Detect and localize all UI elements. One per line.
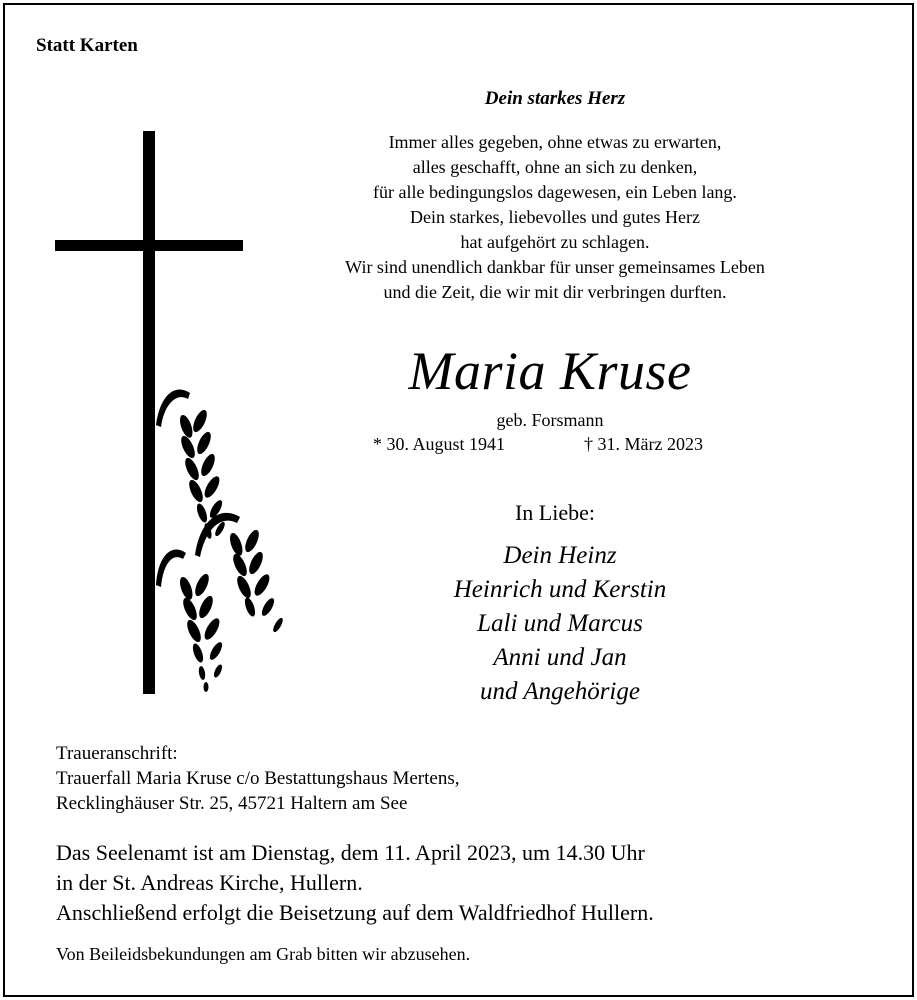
poem-title: Dein starkes Herz	[484, 88, 626, 109]
poem-line: und die Zeit, die wir mit dir verbringen durften.	[383, 282, 727, 302]
poem-line: Immer alles gegeben, ohne etwas zu erwarten,	[388, 132, 722, 152]
poem-line: Wir sind unendlich dankbar für unser gemeinsames Leben	[345, 257, 765, 277]
service-line: Das Seelenamt ist am Dienstag, dem 11. April 2023, um 14.30 Uhr	[56, 840, 645, 865]
service-line: Anschließend erfolgt die Beisetzung auf dem Waldfriedhof Hullern.	[56, 900, 654, 925]
mourner-name: und Angehörige	[480, 678, 640, 705]
address-line: Trauerfall Maria Kruse c/o Bestattungshaus Mertens,	[56, 768, 460, 789]
address-line: Recklinghäuser Str. 25, 45721 Haltern am See	[56, 793, 408, 814]
poem-line: hat aufgehört zu schlagen.	[460, 232, 650, 252]
mourners-list	[360, 539, 760, 709]
mourning-address	[56, 741, 459, 816]
deceased-name: Maria Kruse	[408, 341, 692, 401]
service-line: in der St. Andreas Kirche, Hullern.	[56, 870, 363, 895]
header-statt-karten: Statt Karten	[36, 35, 138, 56]
poem-line: alles geschafft, ohne an sich zu denken,	[412, 157, 698, 177]
poem	[250, 130, 860, 305]
condolence-note: Von Beileidsbekundungen am Grab bitten wir abzusehen.	[56, 944, 471, 964]
mourner-name: Anni und Jan	[493, 644, 627, 671]
birth-date: * 30. August 1941	[373, 434, 506, 454]
mourner-name: Heinrich und Kerstin	[453, 576, 667, 603]
address-line: Traueranschrift:	[56, 743, 178, 764]
mourner-name: Lali und Marcus	[477, 610, 643, 637]
death-date: † 31. März 2023	[584, 434, 703, 454]
service-info	[56, 838, 654, 928]
mourners-intro: In Liebe:	[514, 500, 596, 525]
birth-name: geb. Forsmann	[496, 410, 604, 430]
poem-line: für alle bedingungslos dagewesen, ein Leben lang.	[373, 182, 737, 202]
mourner-name: Dein Heinz	[503, 542, 617, 569]
cross-with-wheat-icon	[40, 125, 300, 700]
poem-line: Dein starkes, liebevolles und gutes Herz	[410, 207, 700, 227]
